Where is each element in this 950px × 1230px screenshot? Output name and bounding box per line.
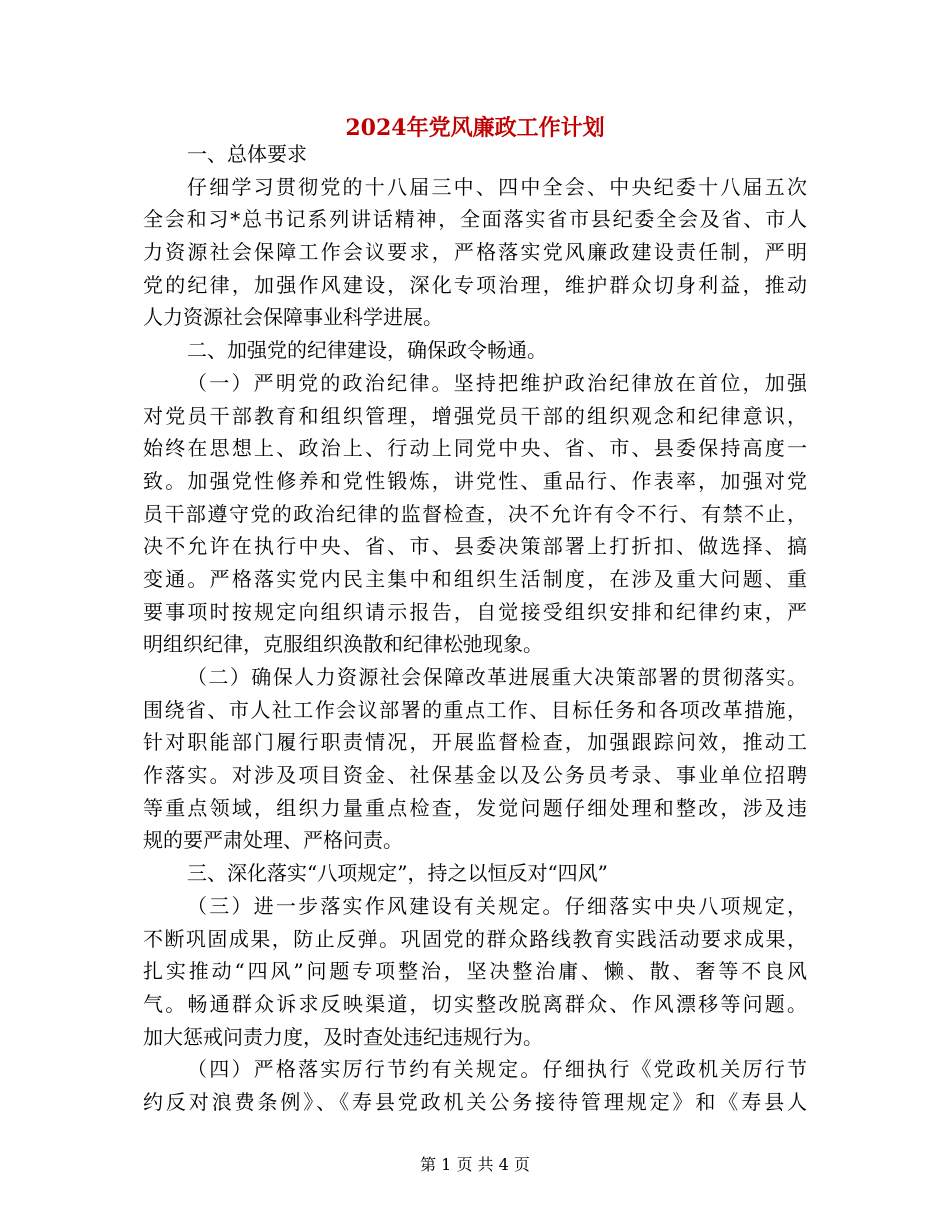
text-line: 一、总体要求	[187, 142, 307, 166]
text-line: 决不允许在执行中央、省、市、县委决策部署上打折扣、做选择、搞	[143, 534, 807, 559]
text-line: （二）确保人力资源社会保障改革进展重大决策部署的贯彻落实。	[187, 665, 807, 689]
text-line: 约反对浪费条例》、《寿县党政机关公务接待管理规定》和《寿县人	[143, 1089, 807, 1114]
text-line: 不断巩固成果，防止反弹。巩固党的群众路线教育实践活动要求成果，	[143, 926, 807, 951]
text-line: 作落实。对涉及项目资金、社保基金以及公务员考录、事业单位招聘	[143, 763, 807, 788]
text-line: 围绕省、市人社工作会议部署的重点工作、目标任务和各项改革措施，	[143, 697, 807, 722]
text-line: （四）严格落实厉行节约有关规定。仔细执行《党政机关厉行节	[187, 1057, 807, 1082]
text-line: 全会和习*总书记系列讲话精神，全面落实省市县纪委全会及省、市人	[143, 207, 807, 232]
text-line: 仔细学习贯彻党的十八届三中、四中全会、中央纪委十八届五次	[187, 174, 807, 199]
text-line: 对党员干部教育和组织管理，增强党员干部的组织观念和纪律意识，	[143, 403, 807, 428]
text-line: 明组织纪律，克服组织涣散和纪律松弛现象。	[143, 632, 543, 657]
text-line: 等重点领域，组织力量重点检查，发觉问题仔细处理和整改，涉及违	[143, 795, 807, 820]
page-footer: 第 1 页 共 4 页	[420, 1155, 530, 1174]
text-line: 针对职能部门履行职责情况，开展监督检查，加强跟踪问效，推动工	[143, 730, 807, 755]
text-line: 二、加强党的纪律建设，确保政令畅通。	[187, 338, 547, 363]
text-line: 气。畅通群众诉求反映渠道，切实整改脱离群众、作风漂移等问题。	[143, 991, 807, 1016]
text-line: 党的纪律，加强作风建设，深化专项治理，维护群众切身利益，推动	[143, 272, 807, 297]
text-line: 要事项时按规定向组织请示报告，自觉接受组织安排和纪律约束，严	[143, 599, 807, 624]
text-line: （三）进一步落实作风建设有关规定。仔细落实中央八项规定，	[187, 893, 807, 918]
text-line: 致。加强党性修养和党性锻炼，讲党性、重品行、作表率，加强对党	[143, 468, 807, 493]
text-line: 规的要严肃处理、严格问责。	[143, 828, 403, 853]
text-line: 员干部遵守党的政治纪律的监督检查，决不允许有令不行、有禁不止，	[143, 501, 807, 526]
document-body	[143, 138, 807, 1119]
text-line: 变通。严格落实党内民主集中和组织生活制度，在涉及重大问题、重	[143, 566, 807, 591]
text-line: 力资源社会保障工作会议要求，严格落实党风廉政建设责任制，严明	[143, 240, 807, 265]
document-title: 2024年党风廉政工作计划	[345, 115, 605, 141]
text-line: 扎实推动“四风”问题专项整治，坚决整治庸、懒、散、奢等不良风	[143, 959, 807, 984]
text-line: 始终在思想上、政治上、行动上同党中央、省、市、县委保持高度一	[143, 436, 807, 461]
text-line: 人力资源社会保障事业科学进展。	[143, 305, 443, 330]
text-line: 加大惩戒问责力度，及时查处违纪违规行为。	[143, 1024, 543, 1049]
text-line: 三、深化落实“八项规定”，持之以恒反对“四风”	[187, 861, 608, 886]
text-line: （一）严明党的政治纪律。坚持把维护政治纪律放在首位，加强	[187, 370, 807, 395]
